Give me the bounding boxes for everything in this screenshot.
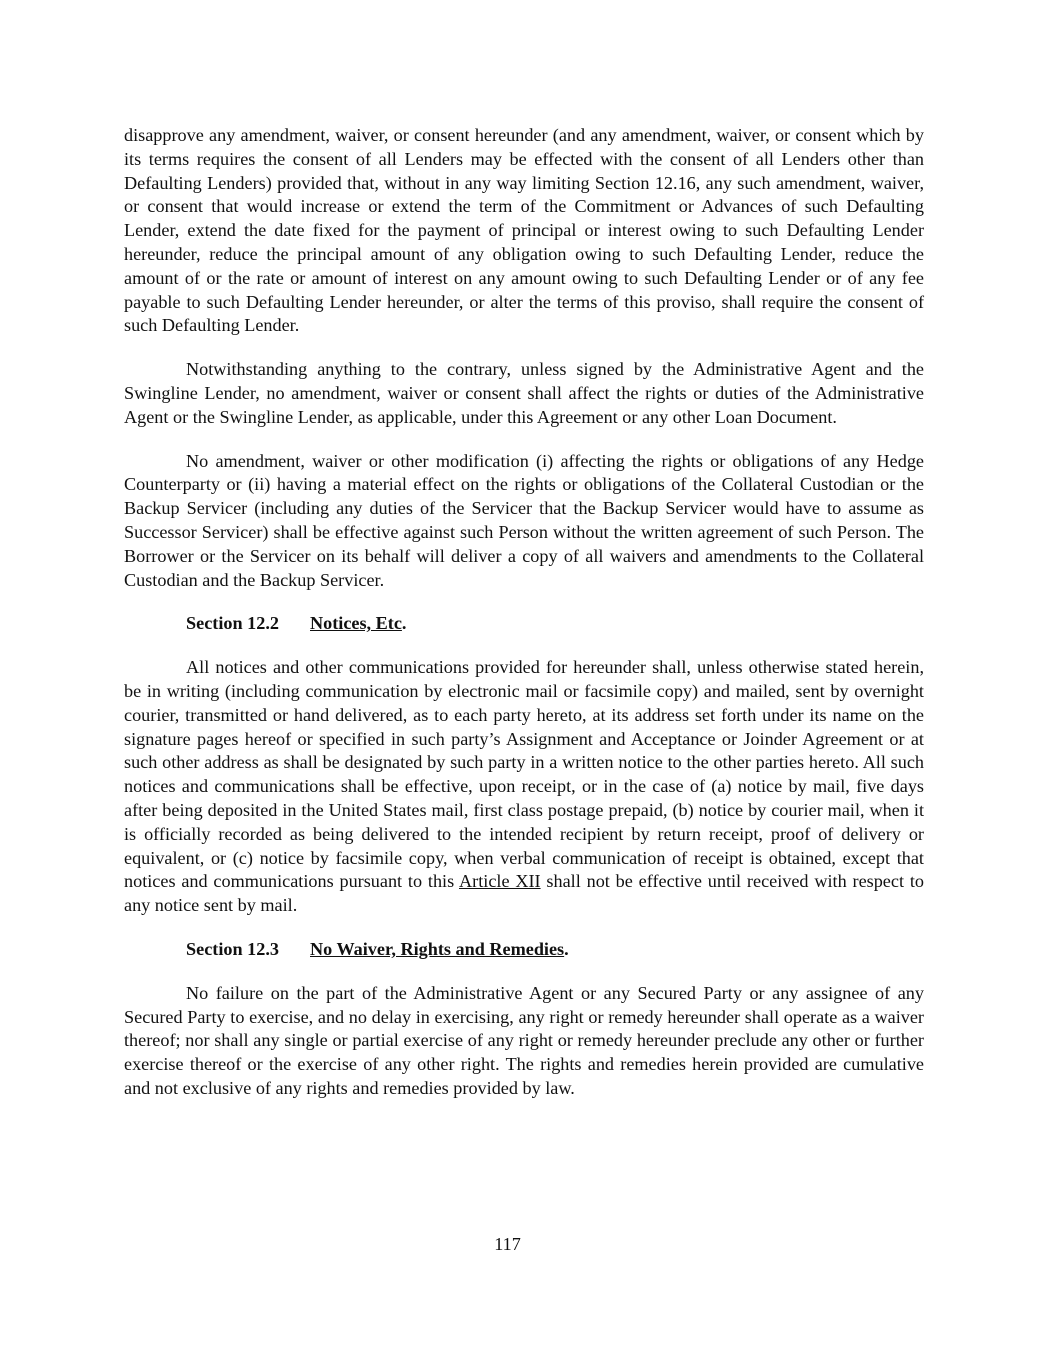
paragraph-hedge-counterparty: No amendment, waiver or other modification (i) affecting the rights or obligations of any Hedge Counterparty or (ii) having a material effect on the rights or obligations of the Collateral Custodian or the Backup Servicer (including any duties of the Servicer that the Backup Servicer would have to assume as Successor Servicer) shall be effective against such Person without the written agreement of such Person. The Borrower or the Servicer on its behalf will deliver a copy of all waivers and amendments to the Collateral Custodian and the Backup Servicer. — [124, 450, 924, 590]
section-12-2-period: . — [401, 613, 407, 634]
article-xii-reference: Article XII — [459, 871, 541, 892]
paragraph-continuation: disapprove any amendment, waiver, or consent hereunder (and any amendment, waiver, or consent which by its terms requires the consent of all Lenders may be effected with the consent of all Lenders other than Defaulting Lenders) provided that, without in any way limiting Section 12.16, any such amendment, waiver, or consent that would increase or extend the term of the Commitment or Advances of such Defaulting Lender, extend the date fixed for the payment of principal or interest owing to such Defaulting Lender hereunder, reduce the principal amount of any obligation owing to such Defaulting Lender, reduce the amount of or the rate or amount of interest on any amount owing to such Defaulting Lender or of any fee payable to such Defaulting Lender hereunder, or alter the terms of this proviso, shall require the consent of such Defaulting Lender. — [124, 125, 924, 336]
section-12-2-text-end: shall not be effective until received with respect to any notice sent by mail. — [124, 871, 924, 916]
page-number: 117 — [494, 1234, 521, 1254]
section-12-3-body: No failure on the part of the Administrative Agent or any Secured Party or any assignee of any Secured Party to exercise, and no delay in exercising, any right or remedy hereunder shall operate as a waiver thereof; nor shall any single or partial exercise of any right or remedy hereunder preclude any other or further exercise thereof or the exercise of any other right. The rights and remedies herein provided are cumulative and not exclusive of any rights and remedies provided by law. — [124, 982, 924, 1098]
section-12-3-heading — [124, 938, 924, 962]
document-page — [124, 124, 924, 1121]
section-12-2-text: All notices and other communications provided for hereunder shall, unless otherwise stated herein, be in writing (including communication by electronic mail or facsimile copy) and mailed, sent by overnight courier, transmitted or hand delivered, as to each party hereto, at its address set forth under its name on the signature pages hereof or specified in such party’s Assignment and Acceptance or Joinder Agreement or at such other address as shall be designated by such party in a written notice to the other parties hereto. All such notices and communications shall be effective, upon receipt, or in the case of (a) notice by mail, five days after being deposited in the United States mail, first class postage prepaid, (b) notice by courier mail, when it is officially recorded as being delivered to the intended recipient by return receipt, proof of delivery or equivalent, or (c) notice by facsimile copy, when verbal communication of receipt is obtained, except that notices and communications pursuant to this — [124, 657, 924, 892]
section-12-2-heading — [124, 612, 924, 636]
section-12-2-number: Section 12.2 — [186, 613, 279, 634]
section-12-2-body — [124, 656, 924, 918]
paragraph-admin-agent: Notwithstanding anything to the contrary, unless signed by the Administrative Agent and the Swingline Lender, no amendment, waiver or consent shall affect the rights or duties of the Administrative Agent or the Swingline Lender, as applicable, under this Agreement or any other Loan Document. — [124, 359, 924, 427]
section-12-2-title: Notices, Etc — [310, 613, 402, 634]
section-12-3-number: Section 12.3 — [186, 938, 279, 959]
section-12-3-title: No Waiver, Rights and Remedies — [310, 938, 565, 959]
section-12-3-period: . — [564, 938, 569, 959]
